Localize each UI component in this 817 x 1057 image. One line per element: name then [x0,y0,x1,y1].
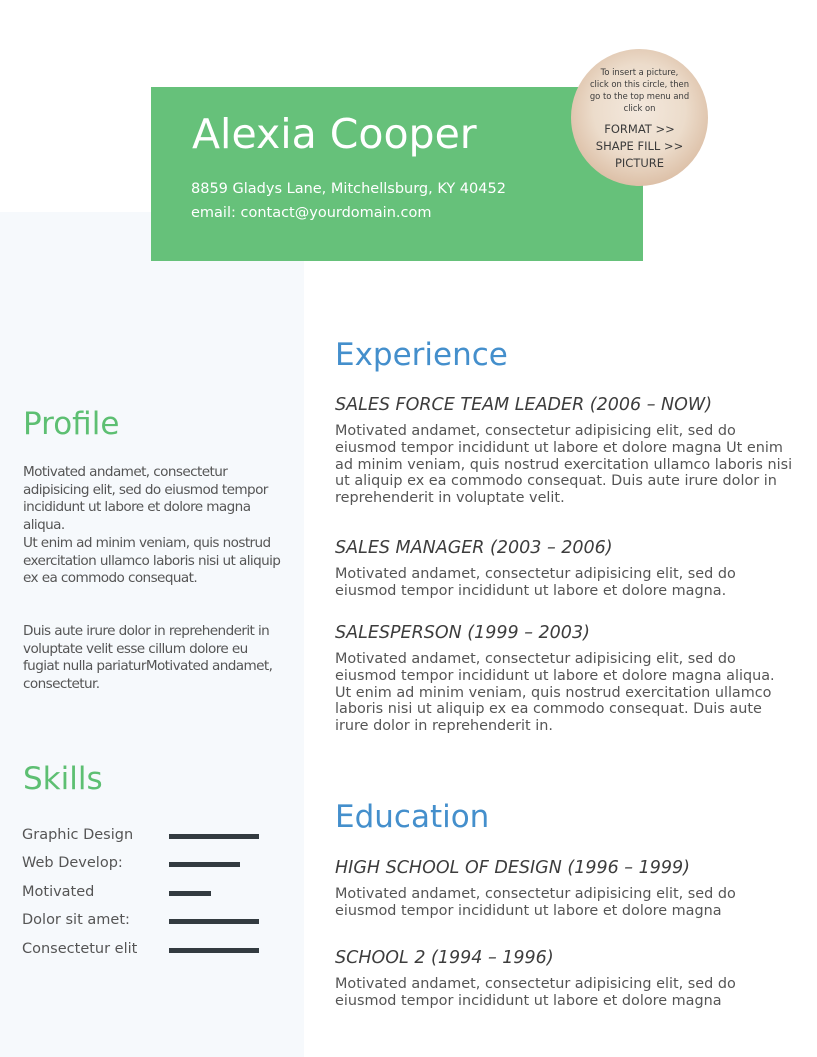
skill-level-bar [169,891,211,896]
profile-heading: Profile [23,406,120,442]
skill-level-bar [169,862,240,867]
school-title: HIGH SCHOOL OF DESIGN (1996 – 1999) [335,858,690,878]
job-description: Motivated andamet, consectetur adipisicing elit, sed do eiusmod tempor incididunt ut labore et dolore magna. [335,566,736,599]
skill-level-bar [169,834,259,839]
profile-paragraph: Duis aute irure dolor in reprehenderit in voluptate velit esse cillum dolore eu fugiat nulla pariaturMotivated andamet, consectetur. [23,623,273,693]
skill-level-bar [169,948,259,953]
education-heading: Education [335,799,490,835]
job-title: SALES MANAGER (2003 – 2006) [335,538,613,558]
skills-heading: Skills [23,761,103,797]
job-description: Motivated andamet, consectetur adipisicing elit, sed do eiusmod tempor incididunt ut labore et dolore magna Ut enim ad minim veniam, quis nostrud exercitation ullamco laboris nisi ut aliquip ex ea commodo consequat. Duis aute irure dolor in reprehenderit in voluptate velit. [335,423,793,507]
skill-label: Graphic Design [22,827,134,843]
school-title: SCHOOL 2 (1994 – 1996) [335,948,554,968]
profile-paragraph: Ut enim ad minim veniam, quis nostrud exercitation ullamco laboris nisi ut aliquip ex ea commodo consequat. [23,535,281,587]
skill-level-bar [169,919,259,924]
school-description: Motivated andamet, consectetur adipisicing elit, sed do eiusmod tempor incididunt ut labore et dolore magna [335,886,736,919]
skill-label: Web Develop: [22,855,123,871]
profile-photo-placeholder[interactable] [571,49,708,186]
skill-label: Consectetur elit [22,941,138,957]
candidate-name: Alexia Cooper [192,110,477,158]
photo-instruction-text: To insert a picture, click on this circle, then go to the top menu and click on [589,67,690,113]
email-line: email: contact@yourdomain.com [191,205,432,221]
profile-paragraph: Motivated andamet, consectetur adipisicing elit, sed do eiusmod tempor incididunt ut labore et dolore magna aliqua. [23,464,268,534]
skill-label: Motivated [22,884,95,900]
experience-heading: Experience [335,337,508,373]
job-description: Motivated andamet, consectetur adipisicing elit, sed do eiusmod tempor incididunt ut labore et dolore magna aliqua. Ut enim ad minim veniam, quis nostrud exercitation ullamco laboris nisi ut aliquip ex ea commodo consequat. Duis aute irure dolor in reprehenderit in. [335,651,775,735]
job-title: SALESPERSON (1999 – 2003) [335,623,590,643]
photo-steps-text: FORMAT >> SHAPE FILL >> PICTURE [595,122,684,170]
skill-label: Dolor sit amet: [22,912,130,928]
job-title: SALES FORCE TEAM LEADER (2006 – NOW) [335,395,713,415]
school-description: Motivated andamet, consectetur adipisicing elit, sed do eiusmod tempor incididunt ut labore et dolore magna [335,976,736,1009]
address-line: 8859 Gladys Lane, Mitchellsburg, KY 40452 [191,181,506,197]
